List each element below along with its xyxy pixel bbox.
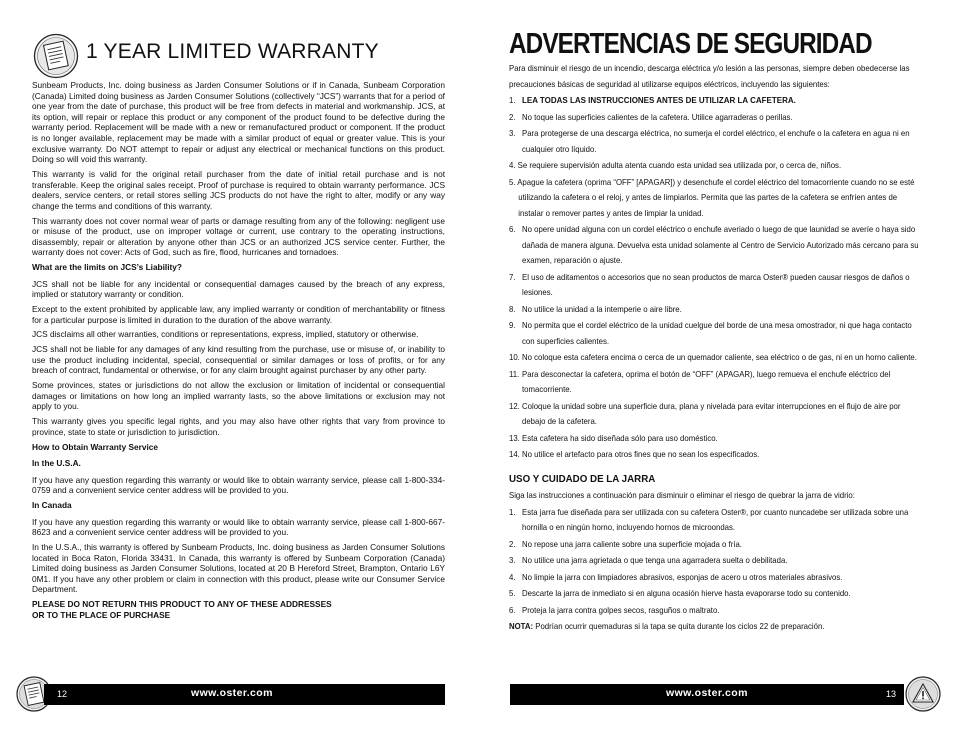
- safety-text: [509, 61, 923, 636]
- list-item: [509, 603, 923, 619]
- item-number: 6.: [509, 224, 516, 234]
- warranty-document-icon: [33, 33, 79, 79]
- list-item: [509, 431, 923, 447]
- item-text: Para desconectar la cafetera, oprima el botón de “OFF” (APAGAR), luego remueva el enchufe eléctrico del tomacorriente.: [522, 368, 891, 394]
- list-item: [509, 126, 923, 157]
- list-item: [509, 399, 923, 430]
- paragraph: This warranty gives you specific legal rights, and you may also have other rights that vary from province to province, state to state or jurisdiction to jurisdiction.: [32, 416, 445, 437]
- paragraph: If you have any question regarding this warranty or would like to obtain warranty service, please call 1-800-334-0759 and a convenient service center address will be provided to you.: [32, 474, 445, 496]
- paragraph: JCS disclaims all other warranties, conditions or representations, express, implied, statutory or otherwise.: [32, 329, 419, 340]
- paragraph: In the U.S.A., this warranty is offered by Sunbeam Products, Inc. doing business as Jarden Consumer Solutions located in Boca Raton, Florida 33431. In Canada, this warranty is offered by Sunbeam Corporation (Canada) Limited doing business as Jarden Consumer Solutions, located at 20 B Hereford Street, Brampton, Ontario L6Y 0M1. If you have any other problem or claim in connection with this product, please write our Consumer Service Department.: [32, 542, 445, 595]
- list-item: [509, 586, 923, 602]
- section-heading: In Canada: [32, 500, 72, 511]
- item-number: 12.: [509, 400, 520, 411]
- section-heading: OR TO THE PLACE OF PURCHASE: [32, 609, 171, 620]
- item-text: No permita que el cordel eléctrico de la unidad cuelgue del borde de una mesa omostrador, ni que haga contacto con superficies calientes.: [522, 320, 912, 346]
- item-number: 13.: [509, 432, 520, 443]
- list-item: [509, 505, 923, 536]
- item-number: 3.: [509, 128, 516, 138]
- note-paragraph: [509, 619, 923, 635]
- section-heading: PLEASE DO NOT RETURN THIS PRODUCT TO ANY OF THESE ADDRESSES: [32, 599, 332, 610]
- list-item: [509, 570, 923, 586]
- item-text: No utilice una jarra agrietada o que tenga una agarradera suelta o debilitada.: [522, 555, 788, 565]
- item-text: No toque las superficies calientes de la cafetera. Utilice agarraderas o perillas.: [522, 111, 793, 122]
- item-text: No opere unidad alguna con un cordel eléctrico o enchufe averiado o luego de que launidad se averíe o haya sido dañada de manera alguna. Devuelva esta unidad solamente al Centro de Servicio Autorizado más cercano para su examen, reparación o ajuste.: [522, 224, 919, 265]
- right-page: [477, 0, 954, 738]
- item-text: Proteja la jarra contra golpes secos, rasguños o maltrato.: [522, 604, 720, 615]
- list-item: [509, 270, 923, 301]
- intro-paragraph: Para disminuir el riesgo de un incendio, descarga eléctrica y/o lesión a las personas, siempre deben obedecerse las precauciones básicas de seguridad al utilizarse equipos eléctricos, incluyendo las siguientes:: [509, 63, 910, 89]
- footer-url[interactable]: www.oster.com: [666, 687, 748, 699]
- item-number: 5.: [509, 588, 516, 598]
- warning-triangle-icon: [905, 676, 941, 712]
- page-title: ADVERTENCIAS DE SEGURIDAD: [509, 28, 872, 60]
- item-text: Para protegerse de una descarga eléctrica, no sumerja el cordel eléctrico, el enchufe o la cafetera en agua ni en cualquier otro líquido.: [522, 128, 910, 154]
- item-number: 9.: [509, 320, 516, 330]
- item-number: 6.: [509, 604, 516, 615]
- item-text: No limpie la jarra con limpiadores abrasivos, esponjas de acero u otros materiales abrasivos.: [522, 571, 843, 582]
- item-number: 8.: [509, 303, 516, 314]
- note-label: NOTA:: [509, 621, 534, 631]
- item-number: 1.: [509, 95, 516, 105]
- list-item: [509, 367, 923, 398]
- list-item: [509, 318, 923, 349]
- item-text: Esta cafetera ha sido diseñada sólo para uso doméstico.: [522, 432, 718, 443]
- item-text: No repose una jarra caliente sobre una superficie mojada o fría.: [522, 538, 742, 549]
- section-intro: Siga las instrucciones a continuación para disminuir o eliminar el riesgo de quebrar la jarra de vidrio:: [509, 490, 855, 500]
- item-text: No utilice el artefacto para otros fines que no sean los especificados.: [522, 449, 760, 459]
- item-number: 3.: [509, 555, 516, 565]
- item-number: 7.: [509, 271, 516, 282]
- paragraph: Some provinces, states or jurisdictions do not allow the exclusion or limitation of incidental or consequential damages or limitations on how long an implied warranty lasts, so the above limitations or exclusion may not apply to you.: [32, 380, 445, 412]
- paragraph: If you have any question regarding this warranty or would like to obtain warranty service, please call 1-800-667-8623 and a convenient service center address will be provided to you.: [32, 516, 445, 538]
- page-number: 12: [57, 689, 68, 699]
- item-number: 11.: [509, 368, 520, 379]
- item-number: 10.: [509, 352, 520, 362]
- item-text: LEA TODAS LAS INSTRUCCIONES ANTES DE UTILIZAR LA CAFETERA.: [522, 95, 796, 105]
- list-item: [509, 110, 923, 126]
- item-text: No coloque esta cafetera encima o cerca de un quemador caliente, sea eléctrico o de gas, ni en un horno caliente.: [522, 352, 917, 362]
- note-text: Podrían ocurrir quemaduras si la tapa se quita durante los ciclos 22 de preparación.: [533, 621, 825, 631]
- footer-bar: [510, 684, 904, 705]
- item-number: 14.: [509, 449, 520, 459]
- section-heading: How to Obtain Warranty Service: [32, 441, 159, 452]
- section-heading: In the U.S.A.: [32, 458, 81, 469]
- item-number: 1.: [509, 506, 516, 517]
- paragraph: Except to the extent prohibited by applicable law, any implied warranty or condition of merchantability or fitness for a particular purpose is limited in duration to the duration of the above warranty.: [32, 304, 445, 325]
- page-title: 1 YEAR LIMITED WARRANTY: [86, 40, 379, 63]
- list-item: [509, 350, 923, 366]
- section-heading: USO Y CUIDADO DE LA JARRA: [509, 472, 656, 485]
- item-text: Esta jarra fue diseñada para ser utilizada con su cafetera Oster®, por cuanto nuncadebe ser utilizada sobre una hornilla o en ningún horno, incluyendo hornos de microondas.: [522, 506, 909, 532]
- list-item: [509, 93, 923, 109]
- paragraph: JCS shall not be liable for any incidental or consequential damages caused by the breach of any express, implied or statutory warranty or condition.: [32, 278, 445, 300]
- list-item: 4. Se requiere supervisión adulta atenta cuando esta unidad sea utilizada por, o cerca de, niños.: [509, 160, 842, 170]
- list-item: [509, 447, 923, 463]
- list-item: 5. Apague la cafetera (oprima “OFF” [APAGAR]) y desenchufe el cordel eléctrico del tomacorriente cuando no se esté utilizando la cafetera o el reloj, y antes de limpiarlos. Permita que las partes de la cafetera se enfríen antes de instalar o remover partes y antes de limpiar la unidad.: [509, 176, 915, 218]
- item-text: El uso de aditamentos o accesorios que no sean productos de marca Oster® pueden causar riesgos de daños o lesiones.: [522, 271, 910, 297]
- footer-url[interactable]: www.oster.com: [191, 687, 273, 699]
- list-item: [509, 537, 923, 553]
- item-number: 4.: [509, 571, 516, 582]
- paragraph: JCS shall not be liable for any damages of any kind resulting from the purchase, use or misuse of, or inability to use the product including incidental, special, consequential or similar damages or loss of profits, or for any breach of contract, fundamental or otherwise, or for any claim brought against purchaser by any other party.: [32, 344, 445, 376]
- page-number: 13: [886, 689, 897, 699]
- paragraph: This warranty does not cover normal wear of parts or damage resulting from any of the following: negligent use or misuse of the product, use on improper voltage or current, use contrary to the operating instructions, disassembly, repair or alteration by anyone other than JCS or an authorized JCS service center. Further, the warranty does not cover: Acts of God, such as fire, flood, hurricanes and tornadoes.: [32, 215, 445, 258]
- list-item: [509, 222, 923, 269]
- item-number: 2.: [509, 111, 516, 122]
- warranty-text: [32, 80, 445, 620]
- paragraph: This warranty is valid for the original retail purchaser from the date of initial retail purchase and is not transferable. Keep the original sales receipt. Proof of purchase is required to obtain warranty performance. JCS dealers, service centers, or retail stores selling JCS products do not have the right to alter, modify or any way change the terms and conditions of this warranty.: [32, 168, 445, 211]
- item-text: No utilice la unidad a la intemperie o aire libre.: [522, 303, 682, 314]
- item-text: Coloque la unidad sobre una superficie dura, plana y nivelada para evitar interrupciones en el flujo de aire por debajo de la cafetera.: [522, 400, 901, 426]
- list-item: [509, 553, 923, 569]
- paragraph: Sunbeam Products, Inc. doing business as Jarden Consumer Solutions or if in Canada, Sunbeam Corporation (Canada) Limited doing business as Jarden Consumer Solutions (collectively “JCS”) warrants that for a period of one year from the date of purchase, this product will be free from defects in material and workmanship. JCS, at its option, will repair or replace this product or any component of the product found to be defective during the warranty period. Replacement will be made with a new or remanufactured product or component. If the product is no longer available, replacement may be made with a similar product of equal or greater value. This is your exclusive warranty. Do NOT attempt to repair or adjust any electrical or mechanical functions on this product. Doing so will void this warranty.: [32, 80, 445, 165]
- list-item: [509, 302, 923, 318]
- item-number: 2.: [509, 538, 516, 549]
- section-heading: What are the limits on JCS’s Liability?: [32, 262, 182, 273]
- footer-bar: [44, 684, 445, 705]
- item-text: Descarte la jarra de inmediato si en alguna ocasión hierve hasta evaporarse todo su contenido.: [522, 588, 851, 598]
